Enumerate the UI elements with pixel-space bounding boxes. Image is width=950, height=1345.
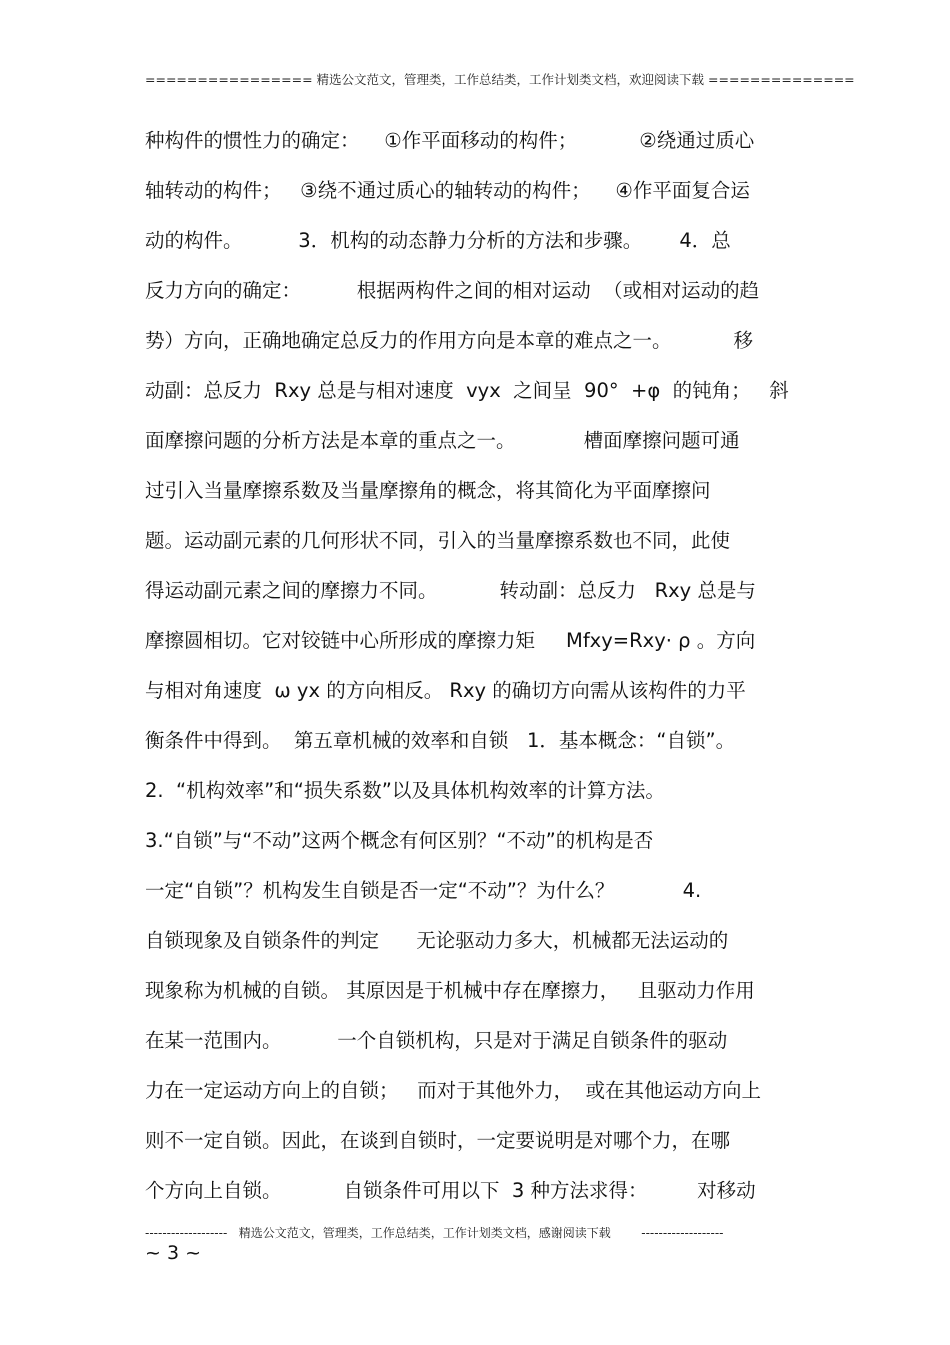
page-header: ================ 精选公文范文，管理类，工作总结类，工作计划类文档，欢迎阅读下载 ============== [145, 72, 855, 87]
text-line: 现象称为机械的自锁。 其原因是于机械中存在摩擦力， 且驱动力作用 [145, 979, 755, 1002]
text-line: 力在一定运动方向上的自锁； 而对于其他外力， 或在其他运动方向上 [145, 1079, 761, 1102]
text-line: 势）方向，正确地确定总反力的作用方向是本章的难点之一。 移 [145, 329, 753, 352]
text-line: 动副：总反力 Rxy 总是与相对速度 vyx 之间呈 90° +φ 的钝角； 斜 [145, 379, 789, 402]
text-line: 得运动副元素之间的摩擦力不同。 转动副：总反力 Rxy 总是与 [145, 579, 756, 602]
text-line: 种构件的惯性力的确定： ①作平面移动的构件； ②绕通过质心 [145, 129, 755, 152]
text-line: 2. “机构效率”和“损失系数”以及具体机构效率的计算方法。 [145, 779, 665, 802]
text-line: 个方向上自锁。 自锁条件可用以下 3 种方法求得： 对移动 [145, 1179, 756, 1202]
text-line: 与相对角速度 ω yx 的方向相反。 Rxy 的确切方向需从该构件的力平 [145, 679, 746, 702]
text-line: 则不一定自锁。因此，在谈到自锁时，一定要说明是对哪个力，在哪 [145, 1129, 731, 1152]
text-line: 面摩擦问题的分析方法是本章的重点之一。 槽面摩擦问题可通 [145, 429, 740, 452]
text-line: 在某一范围内。 一个自锁机构，只是对于满足自锁条件的驱动 [145, 1029, 728, 1052]
text-line: 自锁现象及自锁条件的判定 无论驱动力多大，机械都无法运动的 [145, 929, 729, 952]
text-line: 3.“自锁”与“不动”这两个概念有何区别？“不动”的机构是否 [145, 829, 654, 852]
text-line: 一定“自锁”？机构发生自锁是否一定“不动”？为什么？ 4. [145, 879, 702, 902]
page-number: ~ 3 ~ [145, 1242, 202, 1264]
text-line: 过引入当量摩擦系数及当量摩擦角的概念，将其简化为平面摩擦问 [145, 479, 711, 502]
text-line: 摩擦圆相切。它对铰链中心所形成的摩擦力矩 Mfxy=Rxy· ρ 。方向 [145, 629, 756, 652]
text-line: 题。运动副元素的几何形状不同，引入的当量摩擦系数也不同，此使 [145, 529, 731, 552]
page-footer: ------------------- 精选公文范文，管理类，工作总结类，工作计划类文档，感谢阅读下载 ------------------- [145, 1226, 724, 1240]
text-line: 轴转动的构件； ③绕不通过质心的轴转动的构件； ④作平面复合运 [145, 179, 750, 202]
text-line: 动的构件。 3．机构的动态静力分析的方法和步骤。 4．总 [145, 229, 731, 252]
text-line: 衡条件中得到。 第五章机械的效率和自锁 1．基本概念：“自锁”。 [145, 729, 736, 752]
text-line: 反力方向的确定： 根据两构件之间的相对运动 （或相对运动的趋 [145, 279, 760, 302]
